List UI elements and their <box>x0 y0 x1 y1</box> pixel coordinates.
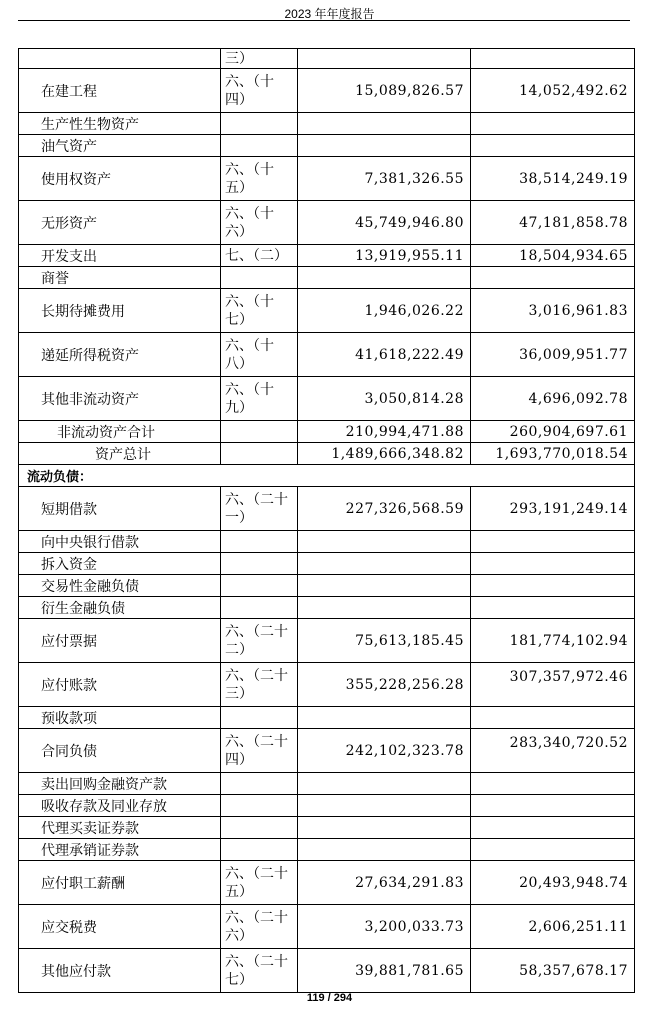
item-cell: 长期待摊费用 <box>19 289 221 333</box>
table-row <box>19 289 635 333</box>
balance-sheet-table <box>18 48 635 993</box>
page-number: 119 / 294 <box>306 992 353 1004</box>
item-cell: 其他应付款 <box>19 949 221 993</box>
note-cell <box>221 135 298 157</box>
table-row <box>19 49 635 69</box>
current-period-cell <box>298 773 471 795</box>
current-period-cell <box>298 553 471 575</box>
note-cell: 六、（二十五） <box>221 861 298 905</box>
current-period-cell: 1,489,666,348.82 <box>298 443 471 465</box>
current-period-cell <box>298 267 471 289</box>
item-cell: 应付账款 <box>19 663 221 707</box>
note-cell: 六、（二十三） <box>221 663 298 707</box>
table-row <box>19 531 635 553</box>
table-row <box>19 465 635 487</box>
current-period-cell: 13,919,955.11 <box>298 245 471 267</box>
prior-period-cell: 38,514,249.19 <box>471 157 635 201</box>
prior-period-cell: 181,774,102.94 <box>471 619 635 663</box>
table-row <box>19 69 635 113</box>
current-period-cell: 41,618,222.49 <box>298 333 471 377</box>
item-cell: 短期借款 <box>19 487 221 531</box>
note-cell: 三） <box>221 49 298 69</box>
prior-period-cell: 4,696,092.78 <box>471 377 635 421</box>
note-cell: 六、（十八） <box>221 333 298 377</box>
table-row <box>19 905 635 949</box>
prior-period-cell <box>471 267 635 289</box>
table-row <box>19 707 635 729</box>
item-cell: 非流动资产合计 <box>19 421 221 443</box>
table-row <box>19 487 635 531</box>
item-cell: 其他非流动资产 <box>19 377 221 421</box>
item-cell: 应交税费 <box>19 905 221 949</box>
prior-period-cell: 36,009,951.77 <box>471 333 635 377</box>
note-cell: 六、（二十七） <box>221 949 298 993</box>
prior-period-cell <box>471 113 635 135</box>
table-row <box>19 817 635 839</box>
prior-period-cell <box>471 135 635 157</box>
table-row <box>19 729 635 773</box>
item-cell: 油气资产 <box>19 135 221 157</box>
prior-period-cell: 20,493,948.74 <box>471 861 635 905</box>
table-row <box>19 663 635 707</box>
note-cell <box>221 817 298 839</box>
item-cell: 应付职工薪酬 <box>19 861 221 905</box>
note-cell <box>221 773 298 795</box>
prior-period-cell: 14,052,492.62 <box>471 69 635 113</box>
table-row <box>19 135 635 157</box>
current-period-cell <box>298 531 471 553</box>
prior-period-cell <box>471 817 635 839</box>
current-period-cell: 15,089,826.57 <box>298 69 471 113</box>
item-cell <box>19 49 221 69</box>
table-row <box>19 773 635 795</box>
table-row <box>19 949 635 993</box>
item-cell: 应付票据 <box>19 619 221 663</box>
item-cell: 合同负债 <box>19 729 221 773</box>
table-row <box>19 443 635 465</box>
table-row <box>19 157 635 201</box>
item-cell: 递延所得税资产 <box>19 333 221 377</box>
note-cell <box>221 553 298 575</box>
note-cell: 六、（十七） <box>221 289 298 333</box>
current-period-cell: 45,749,946.80 <box>298 201 471 245</box>
prior-period-cell: 18,504,934.65 <box>471 245 635 267</box>
item-cell: 预收款项 <box>19 707 221 729</box>
note-cell <box>221 531 298 553</box>
note-cell <box>221 421 298 443</box>
prior-period-cell <box>471 553 635 575</box>
prior-period-cell: 47,181,858.78 <box>471 201 635 245</box>
prior-period-cell: 58,357,678.17 <box>471 949 635 993</box>
current-period-cell <box>298 113 471 135</box>
item-cell: 无形资产 <box>19 201 221 245</box>
note-cell: 六、（二十一） <box>221 487 298 531</box>
current-period-cell <box>298 597 471 619</box>
note-cell <box>221 839 298 861</box>
table-row <box>19 245 635 267</box>
note-cell: 六、（二十四） <box>221 729 298 773</box>
table-row <box>19 795 635 817</box>
current-period-cell: 75,613,185.45 <box>298 619 471 663</box>
table-row <box>19 861 635 905</box>
current-period-cell <box>298 49 471 69</box>
current-period-cell: 227,326,568.59 <box>298 487 471 531</box>
prior-period-cell <box>471 597 635 619</box>
table-row <box>19 267 635 289</box>
prior-period-cell <box>471 49 635 69</box>
item-cell: 资产总计 <box>19 443 221 465</box>
current-period-cell: 39,881,781.65 <box>298 949 471 993</box>
item-cell: 拆入资金 <box>19 553 221 575</box>
current-period-cell <box>298 707 471 729</box>
note-cell <box>221 707 298 729</box>
item-cell: 吸收存款及同业存放 <box>19 795 221 817</box>
item-cell: 代理承销证券款 <box>19 839 221 861</box>
item-cell: 交易性金融负债 <box>19 575 221 597</box>
note-cell: 六、（十九） <box>221 377 298 421</box>
current-period-cell: 1,946,026.22 <box>298 289 471 333</box>
table-row <box>19 333 635 377</box>
prior-period-cell: 283,340,720.52 <box>471 729 635 773</box>
prior-period-cell: 307,357,972.46 <box>471 663 635 707</box>
note-cell: 六、（十五） <box>221 157 298 201</box>
item-cell: 开发支出 <box>19 245 221 267</box>
prior-period-cell: 260,904,697.61 <box>471 421 635 443</box>
item-cell: 使用权资产 <box>19 157 221 201</box>
note-cell <box>221 597 298 619</box>
note-cell: 六、（十六） <box>221 201 298 245</box>
table-row <box>19 377 635 421</box>
prior-period-cell: 3,016,961.83 <box>471 289 635 333</box>
report-header: 2023 年年度报告 <box>284 7 375 21</box>
table-body <box>19 49 635 993</box>
table-row <box>19 619 635 663</box>
item-cell: 在建工程 <box>19 69 221 113</box>
table-row <box>19 597 635 619</box>
section-heading: 流动负债： <box>19 465 635 487</box>
current-period-cell <box>298 795 471 817</box>
current-period-cell <box>298 575 471 597</box>
table-row <box>19 575 635 597</box>
table-row <box>19 839 635 861</box>
note-cell: 六、（二十六） <box>221 905 298 949</box>
note-cell <box>221 795 298 817</box>
current-period-cell: 3,200,033.73 <box>298 905 471 949</box>
current-period-cell <box>298 839 471 861</box>
table-row <box>19 201 635 245</box>
prior-period-cell: 1,693,770,018.54 <box>471 443 635 465</box>
current-period-cell: 210,994,471.88 <box>298 421 471 443</box>
note-cell <box>221 113 298 135</box>
current-period-cell: 7,381,326.55 <box>298 157 471 201</box>
prior-period-cell <box>471 531 635 553</box>
table-row <box>19 421 635 443</box>
prior-period-cell: 293,191,249.14 <box>471 487 635 531</box>
current-period-cell <box>298 817 471 839</box>
current-period-cell <box>298 135 471 157</box>
note-cell: 六、（二十二） <box>221 619 298 663</box>
prior-period-cell: 2,606,251.11 <box>471 905 635 949</box>
current-period-cell: 3,050,814.28 <box>298 377 471 421</box>
note-cell <box>221 575 298 597</box>
item-cell: 卖出回购金融资产款 <box>19 773 221 795</box>
prior-period-cell <box>471 773 635 795</box>
header-rule <box>18 20 630 21</box>
current-period-cell: 242,102,323.78 <box>298 729 471 773</box>
note-cell: 六、（十四） <box>221 69 298 113</box>
prior-period-cell <box>471 707 635 729</box>
prior-period-cell <box>471 795 635 817</box>
table-row <box>19 113 635 135</box>
table-row <box>19 553 635 575</box>
item-cell: 向中央银行借款 <box>19 531 221 553</box>
prior-period-cell <box>471 839 635 861</box>
item-cell: 代理买卖证券款 <box>19 817 221 839</box>
current-period-cell: 27,634,291.83 <box>298 861 471 905</box>
item-cell: 商誉 <box>19 267 221 289</box>
note-cell: 七、（二） <box>221 245 298 267</box>
item-cell: 衍生金融负债 <box>19 597 221 619</box>
note-cell <box>221 443 298 465</box>
note-cell <box>221 267 298 289</box>
item-cell: 生产性生物资产 <box>19 113 221 135</box>
current-period-cell: 355,228,256.28 <box>298 663 471 707</box>
prior-period-cell <box>471 575 635 597</box>
